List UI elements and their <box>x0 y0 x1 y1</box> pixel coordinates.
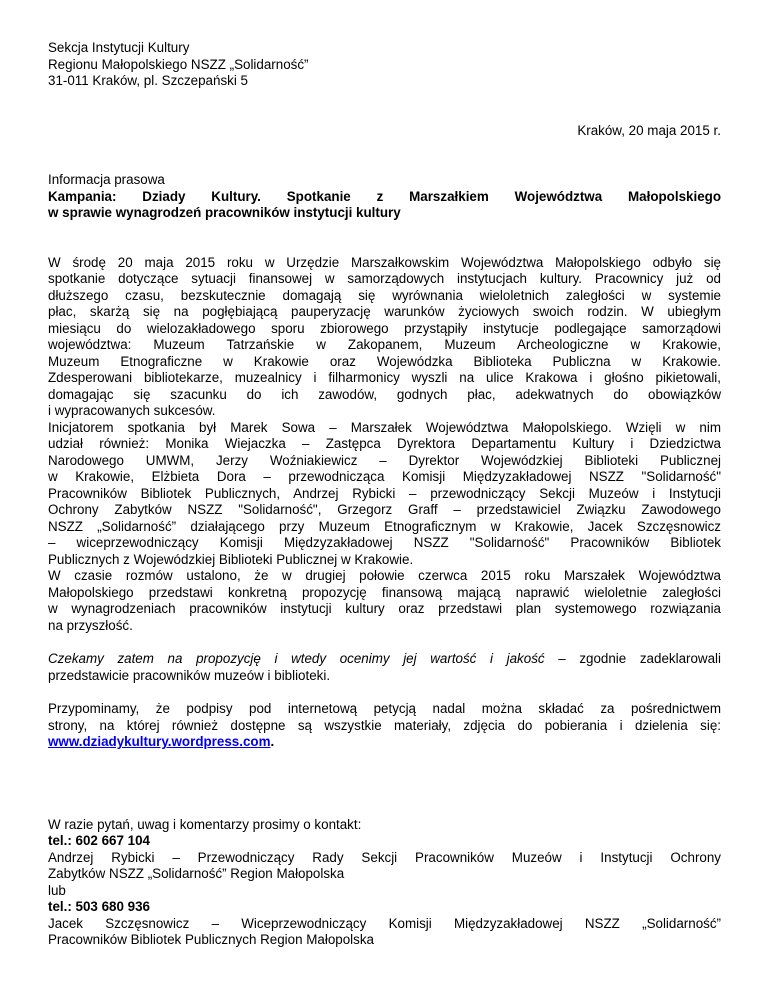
text-line: Zdesperowani bibliotekarze, muzealnicy i filharmonicy wyszli na ulice Krakowa i głośno pikietowali, <box>48 370 721 385</box>
text-line: Muzeum Etnograficzne w Krakowie oraz Wojewódzka Biblioteka Publiczna w Krakowie. <box>48 353 721 369</box>
contact-or: lub <box>48 882 66 898</box>
text-line: przedstawicie pracowników muzeów i biblioteki. <box>48 667 331 683</box>
text-line: – wiceprzewodniczący Komisji Międzyzakładowej NSZZ "Solidarność" Pracowników Bibliotek <box>48 535 721 550</box>
text-line <box>48 734 721 751</box>
paragraph-quote <box>48 651 721 684</box>
text-line: domagając się szacunku do ich zawodów, godnych płac, adekwatnych do obowiązków <box>48 386 721 402</box>
petition-link[interactable]: www.dziadykultury.wordpress.com <box>48 734 271 749</box>
text-line: Publicznych z Wojewódzkiej Biblioteki Publicznej w Krakowie. <box>48 551 414 567</box>
text-line: Zabytków NSZZ „Solidarność” Region Małopolska <box>48 866 345 881</box>
text-line: NSZZ „Solidarność” działającego przy Muzeum Etnograficznym w Krakowie, Jacek Szczęsnowicz <box>48 518 721 534</box>
contact-intro: W razie pytań, uwag i komentarzy prosimy o kontakt: <box>48 816 362 832</box>
text-line: Jacek Szczęsnowicz – Wiceprzewodniczący Komisji Międzyzakładowej NSZZ „Solidarność” <box>48 915 721 931</box>
text-line: w Krakowie, Elżbieta Dora – przewodnicząca Komisji Międzyzakładowej NSZZ "Solidarność" <box>48 469 721 484</box>
text-line: Narodowego UMWM, Jerzy Woźniakiewicz – Dyrektor Wojewódzkiej Biblioteki Publicznej <box>48 452 721 468</box>
text-line: strony, na której również dostępne są wszystkie materiały, zdjęcia do pobierania i dzielenia się: <box>48 717 721 733</box>
paragraph-agreement <box>48 568 721 634</box>
text-line: Andrzej Rybicki – Przewodniczący Rady Sekcji Pracowników Muzeów i Instytucji Ochrony <box>48 849 721 865</box>
release-title <box>48 189 721 222</box>
text-line <box>48 651 721 668</box>
text-line: Pracowników Bibliotek Publicznych Region Małopolska <box>48 932 374 947</box>
contact-person-2 <box>48 916 721 949</box>
text-line: miesiącu do wielozakładowego sporu zbiorowego przystąpiły instytucje podlegające samorządowi <box>48 320 721 336</box>
text-line: Małopolskiego przedstawi konkretną propozycję finansową mającą naprawić wieloletnie zaległości <box>48 584 721 600</box>
text-line: W środę 20 maja 2015 roku w Urzędzie Marszałkowskim Województwa Małopolskiego odbyło się <box>48 254 721 270</box>
paragraph-meeting <box>48 255 721 420</box>
text-line: dłuższego czasu, bezskutecznie domagają się wyrównania wieloletnich zaległości w systemie <box>48 287 721 303</box>
title-line: w sprawie wynagrodzeń pracowników instytucji kultury <box>48 205 401 220</box>
text-line: udział również: Monika Wiejaczka – Zastępca Dyrektora Departamentu Kultury i Dziedzictwa <box>48 436 721 451</box>
text-line: Ochrony Zabytków NSZZ "Solidarność", Grzegorz Graff – przedstawiciel Związku Zawodowego <box>48 502 721 517</box>
text-line: W czasie rozmów ustalono, że w drugiej połowie czerwca 2015 roku Marszałek Województwa <box>48 568 721 583</box>
text-line: Inicjatorem spotkania był Marek Sowa – Marszałek Województwa Małopolskiego. Wzięli w nim <box>48 419 721 435</box>
letter-date: Kraków, 20 maja 2015 r. <box>577 122 721 138</box>
text-line: płac, skarżą się na pogłębiającą pauperyzację warunków życiowych swoich rodzin. W ubiegłym <box>48 304 721 319</box>
text-line: i wypracowanych sukcesów. <box>48 403 216 418</box>
contact-person-1 <box>48 850 721 883</box>
contact-phone-1: tel.: 602 667 104 <box>48 833 150 848</box>
text-line: na przyszłość. <box>48 617 133 633</box>
sender-line: Sekcja Instytucji Kultury <box>48 40 190 55</box>
contact-phone-2: tel.: 503 680 936 <box>48 899 150 914</box>
title-line: Kampania: Dziady Kultury. Spotkanie z Marszałkiem Województwa Małopolskiego <box>48 188 721 204</box>
sender-line: 31-011 Kraków, pl. Szczepański 5 <box>48 73 248 88</box>
press-label: Informacja prasowa <box>48 172 165 187</box>
quote-rest: – zgodnie zadeklarowali <box>544 651 721 666</box>
sender-address <box>48 40 721 90</box>
paragraph-petition <box>48 701 721 751</box>
text-line: spotkanie dotyczące sytuacji finansowej w samorządowych instytucjach kultury. Pracownicy już od <box>48 271 721 286</box>
text-line: Przypominamy, że podpisy pod internetową petycją nadal można składać za pośrednictwem <box>48 701 721 716</box>
quote-italic: Czekamy zatem na propozycję i wtedy ocenimy jej wartość i jakość <box>48 651 545 666</box>
text-line: w wynagrodzeniach pracowników instytucji kultury oraz przedstawi plan systemowego rozwiązania <box>48 601 721 616</box>
press-release-page <box>48 40 721 949</box>
paragraph-participants <box>48 420 721 569</box>
link-suffix: . <box>270 734 275 749</box>
contact-section <box>48 817 721 949</box>
sender-line: Regionu Małopolskiego NSZZ „Solidarność” <box>48 56 309 72</box>
text-line: województwa: Muzeum Tatrzańskie w Zakopanem, Muzeum Archeologiczne w Krakowie, <box>48 337 721 352</box>
text-line: Pracowników Bibliotek Publicznych, Andrzej Rybicki – przewodniczący Sekcji Muzeów i Instytucji <box>48 485 721 501</box>
